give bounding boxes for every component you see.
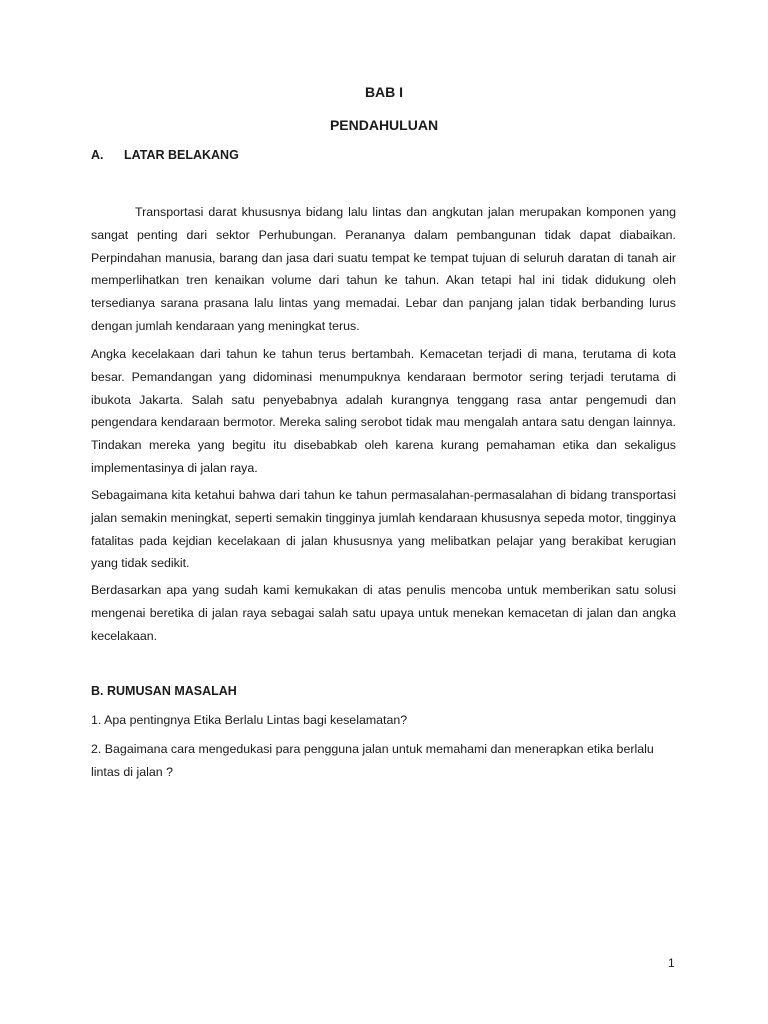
section-b-heading: B. RUMUSAN MASALAH [91,684,237,698]
page-number: 1 [668,956,675,970]
section-a-heading [91,148,239,162]
chapter-number: BAB I [364,84,404,100]
section-a-number: A. [91,148,104,162]
paragraph-4: Berdasarkan apa yang sudah kami kemukakan di atas penulis mencoba untuk memberikan satu solusi mengenai beretika di jalan raya sebagai salah satu upaya untuk menekan kemacetan di jalan dan angka kecelakaan. [91,583,676,643]
paragraph-3: Sebagaimana kita ketahui bahwa dari tahun ke tahun permasalahan-permasalahan di bidang transportasi jalan semakin meningkat, seperti semakin tingginya jumlah kendaraan khususnya sepeda motor, tingginya fatalitas pada kejdian kecelakaan di jalan khususnya yang melibatkan pelajar yang berakibat kerugian yang tidak sedikit. [91,488,676,571]
problem-item-1: 1. Apa pentingnya Etika Berlalu Lintas bagi keselamatan? [91,713,408,727]
paragraph-1: Transportasi darat khususnya bidang lalu lintas dan angkutan jalan merupakan komponen yang sangat penting dari sektor Perhubungan. Perananya dalam pembangunan tidak dapat diabaikan. Perpindahan manusia, barang dan jasa dari suatu tempat ke tempat tujuan di seluruh daratan di tanah air memperlihatkan tren kenaikan volume dari tahun ke tahun. Akan tetapi hal ini tidak didukung oleh tersedianya sarana prasana lalu lintas yang memadai. Lebar dan panjang jalan tidak berbanding lurus dengan jumlah kendaraan yang meningkat terus. [91,205,676,333]
section-a-title: LATAR BELAKANG [124,148,239,162]
paragraph-2: Angka kecelakaan dari tahun ke tahun terus bertambah. Kemacetan terjadi di mana, terutama di kota besar. Pemandangan yang didominasi menumpuknya kendaraan bermotor sering terjadi terutama di ibukota Jakarta. Salah satu penyebabnya adalah kurangnya tenggang rasa antar pengemudi dan pengendara kendaraan bermotor. Mereka saling serobot tidak mau mengalah antara satu dengan lainnya. Tindakan mereka yang begitu itu disebabkab oleh karena kurang pemahaman etika dan sekaligus implementasinya di jalan raya. [91,347,676,475]
problem-item-2: 2. Bagaimana cara mengedukasi para pengguna jalan untuk memahami dan menerapkan etika berlalu lintas di jalan ? [91,742,654,779]
chapter-title: PENDAHULUAN [329,117,439,133]
